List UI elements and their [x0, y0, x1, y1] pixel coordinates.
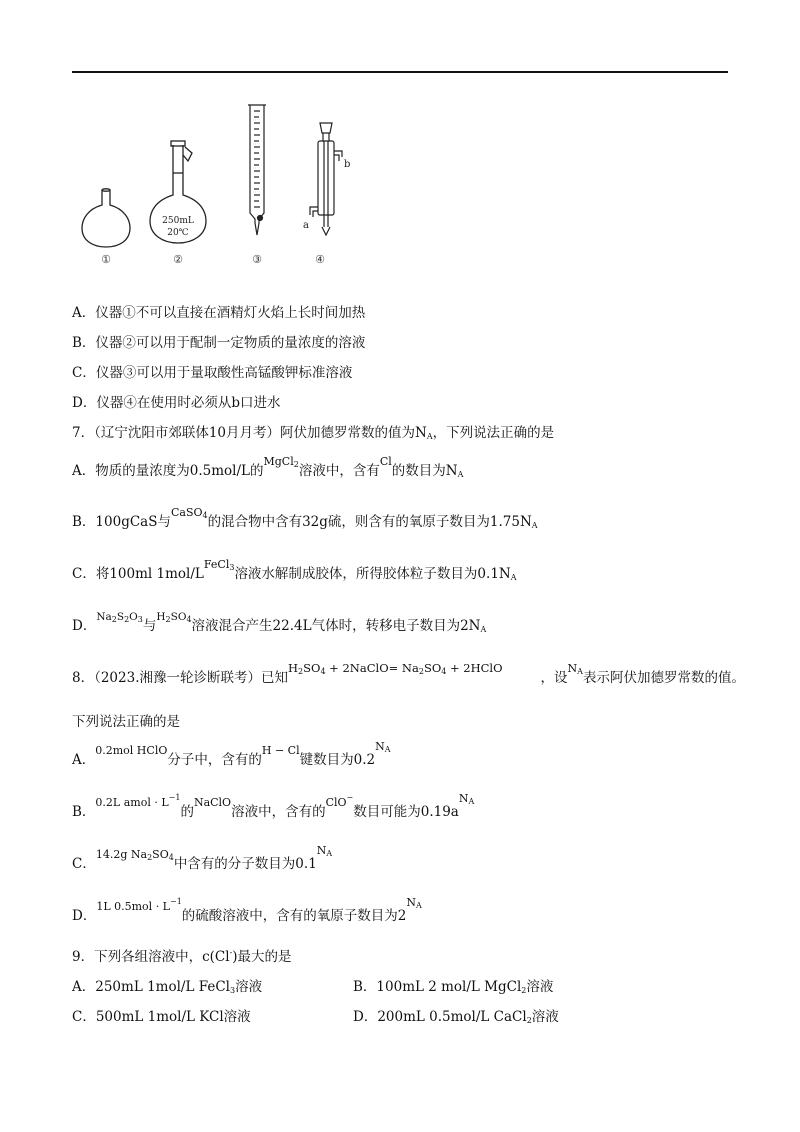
condenser-label-a: a: [303, 220, 309, 231]
q7-option-d: D．$Na_2S_2O_3$与$H_2SO_4$溶液混合产生22.4L气体时，转移电子数目为$2N_A$: [72, 611, 487, 634]
q9-option-a: A．250mL 1mol/L FeCl$_3$溶液: [72, 979, 263, 995]
q7-option-a: A．物质的量浓度为0.5mol/L的MgCl$_2$溶液中，含有Cl的数目为$N_A$: [72, 455, 464, 479]
q8-option-c: C．14.2g $Na_2SO_4$中含有的分子数目为$0.1N_A$: [72, 844, 333, 872]
condenser: [310, 123, 342, 235]
figure-label-1: ①: [101, 253, 111, 266]
q8-option-a: A．0.2mol HClO分子中，含有的H − Cl键数目为$0.2N_A$: [72, 740, 391, 768]
round-bottom-flask: [82, 189, 130, 247]
q7-option-b: B．100gCaS与CaSO$_4$的混合物中含有32g硫，则含有的氧原子数目为$1.75N_A$: [72, 506, 538, 530]
apparatus-figure: [70, 95, 360, 267]
q8-option-d: D．1L $0.5mol \cdot L^{-1}$的硫酸溶液中，含有的氧原子数目为$2N_A$: [72, 896, 422, 924]
q9-option-d: D．200mL 0.5mol/L CaCl$_2$溶液: [353, 1009, 559, 1025]
q6-option-b: B．仪器②可以用于配制一定物质的量浓度的溶液: [72, 335, 366, 351]
figure-label-3: ③: [252, 253, 262, 266]
figure-label-2: ②: [173, 253, 183, 266]
q8-equation: $H_2SO_4$ + 2NaClO= $Na_2SO_4$ + 2HClO: [288, 661, 503, 676]
figure-label-4: ④: [315, 253, 325, 266]
q6-option-d: D．仪器④在使用时必须从b口进水: [72, 395, 281, 411]
burette: [248, 105, 266, 235]
q8-stem: 8．（2023.湘豫一轮诊断联考）已知$H_2SO_4$ + 2NaClO= $Na_2SO_4$ + 2HClO，设$N_A$表示阿伏加德罗常数的值。: [72, 661, 745, 686]
q9-stem: 9．下列各组溶液中，c(Cl-)最大的是: [72, 948, 292, 965]
q6-option-c: C．仪器③可以用于量取酸性高锰酸钾标准溶液: [72, 365, 353, 381]
condenser-label-b: b: [344, 159, 351, 170]
q9-option-b: B．100mL 2 mol/L MgCl$_2$溶液: [353, 979, 554, 995]
header-rule: [72, 71, 728, 73]
q6-option-a: A．仪器①不可以直接在酒精灯火焰上长时间加热: [72, 305, 366, 321]
q7-stem: 7．（辽宁沈阳市郊联体10月月考）阿伏加德罗常数的值为$N_A$，下列说法正确的是: [72, 425, 555, 441]
q9-option-c: C．500mL 1mol/L KCl溶液: [72, 1009, 251, 1025]
q8-option-b: B．0.2L amol · $L^{-1}$的NaClO溶液中，含有的ClO−数目可能为$0.19aN_A$: [72, 792, 475, 820]
flask-temp-label: 20℃: [167, 228, 189, 238]
q7-option-c: C．将100ml 1mol/LFeCl$_3$溶液水解制成胶体，所得胶体粒子数目为$0.1N_A$: [72, 558, 517, 582]
q8-line2: 下列说法正确的是: [72, 714, 180, 730]
flask-volume-label: 250mL: [162, 216, 194, 226]
